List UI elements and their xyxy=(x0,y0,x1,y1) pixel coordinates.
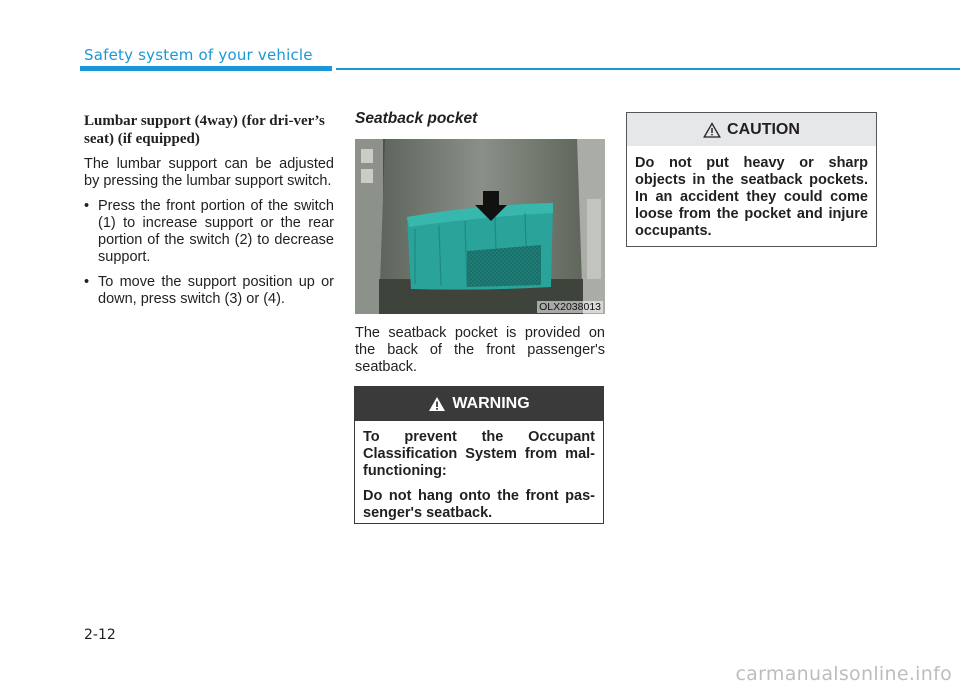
warning-label: WARNING xyxy=(452,395,530,412)
caution-triangle-icon xyxy=(703,122,721,138)
warning-triangle-icon xyxy=(428,396,446,412)
caution-text: Do not put heavy or sharp objects in the seatback pockets. In an accident they could come loose from the pocket and injure occupants. xyxy=(635,155,868,239)
seatback-column xyxy=(355,110,605,128)
warning-text: Do not hang onto the front pas-senger's seatback. xyxy=(363,488,595,521)
warning-header xyxy=(355,387,603,421)
caution-label: CAUTION xyxy=(727,120,800,138)
lumbar-bullet-text: To move the support position up or down, press switch (3) or (4). xyxy=(98,274,334,307)
page-number: 2-12 xyxy=(84,627,116,643)
figure-code: OLX2038013 xyxy=(539,301,601,313)
header-bar-thick xyxy=(80,66,332,71)
seatback-pocket-illustration xyxy=(355,139,605,314)
caution-box xyxy=(626,112,877,247)
watermark: carmanualsonline.info xyxy=(735,663,952,685)
lumbar-intro: The lumbar support can be adjusted by pressing the lumbar support switch. xyxy=(84,156,334,189)
warning-text: To prevent the Occupant Classification System from mal-functioning: xyxy=(363,429,595,479)
seatback-pocket-figure xyxy=(355,139,605,314)
lumbar-bullet-list xyxy=(84,198,334,308)
lumbar-heading: Lumbar support (4way) (for dri-ver’s seat) (if equipped) xyxy=(84,113,325,147)
caution-header xyxy=(627,113,876,146)
section-header-title: Safety system of your vehicle xyxy=(84,46,313,64)
bullet-dot: • xyxy=(84,198,90,214)
bullet-dot: • xyxy=(84,274,90,290)
lumbar-bullet-item xyxy=(84,274,334,308)
seatback-title: Seatback pocket xyxy=(355,110,478,127)
seatback-description: The seatback pocket is provided on the back of the front passenger's seatback. xyxy=(355,325,605,375)
header-bar-thin xyxy=(336,68,960,70)
lumbar-column xyxy=(84,112,334,316)
warning-box xyxy=(354,386,604,524)
lumbar-bullet-item xyxy=(84,198,334,266)
warning-body xyxy=(355,421,603,522)
lumbar-bullet-text: Press the front portion of the switch (1) to increase support or the rear portion of the switch (2) to decrease support. xyxy=(98,198,334,265)
